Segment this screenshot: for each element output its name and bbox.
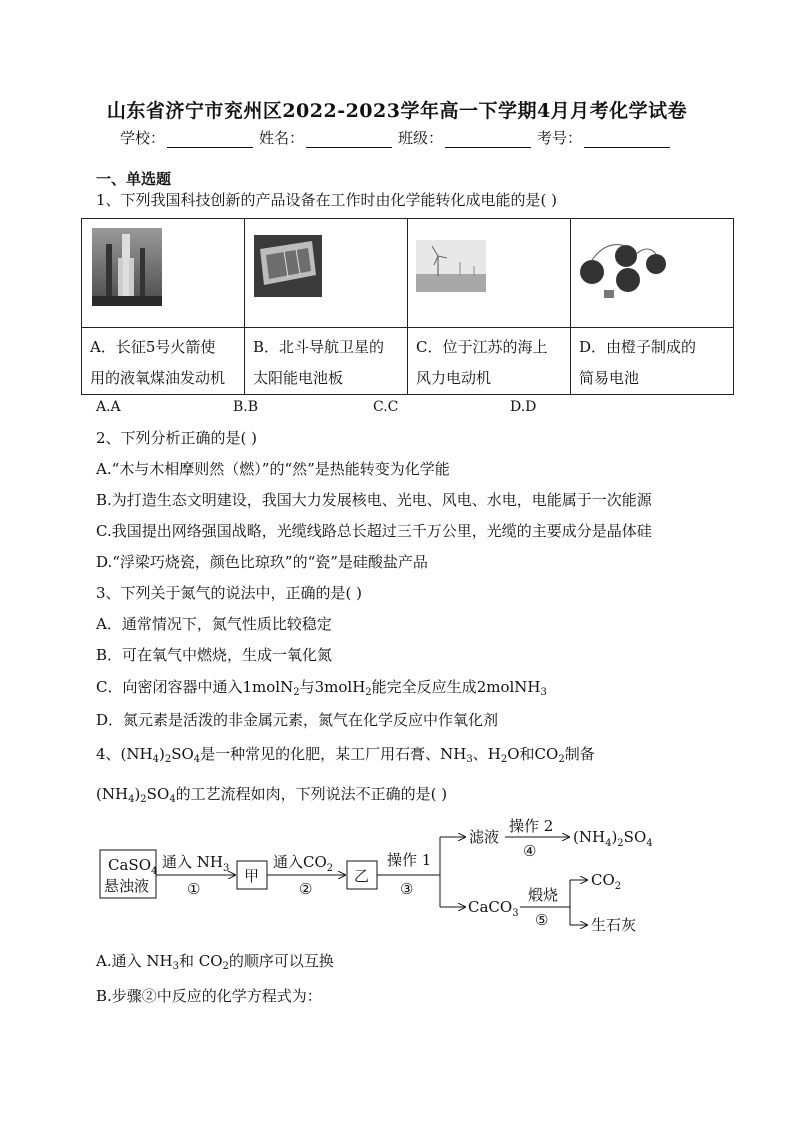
quicklime-label: 生石灰 xyxy=(591,916,637,934)
q1-choice-b[interactable]: B.B xyxy=(233,399,259,415)
q2-stem: 2、下列分析正确的是( ) xyxy=(96,429,258,447)
exam-number-label: 考号： xyxy=(537,129,583,147)
step3-marker: ③ xyxy=(400,880,414,898)
section-heading: 一、单选题 xyxy=(96,170,172,188)
q2-option-c[interactable]: C.我国提出网络强国战略，光缆线路总长超过三千万公里，光缆的主要成分是晶体硅 xyxy=(96,522,652,540)
q4-option-b[interactable]: B.步骤②中反应的化学方程式为： xyxy=(96,987,322,1005)
arrow1-label: 通入 $NH_3$ xyxy=(162,853,230,874)
arrow2-label: 通入$CO_2$ xyxy=(273,853,334,874)
box-yi-label: 乙 xyxy=(354,867,370,885)
satellite-panel-photo xyxy=(254,235,322,297)
q3-option-a[interactable]: A．通常情况下，氮气性质比较稳定 xyxy=(96,615,332,633)
box-suspension-label: 悬浊液 xyxy=(104,877,150,895)
q1-choice-a[interactable]: A.A xyxy=(96,399,121,415)
q4-option-a[interactable]: A.通入 $NH_3$和 $CO_2$的顺序可以互换 xyxy=(96,952,334,972)
arrow4-label: 操作 2 xyxy=(509,817,554,835)
school-label: 学校： xyxy=(120,129,166,147)
box-caso4-label: CaSO$_4$ xyxy=(108,856,158,877)
orange-battery-photo xyxy=(576,234,668,304)
q3-option-b[interactable]: B．可在氧气中燃烧，生成一氧化氮 xyxy=(96,646,333,664)
q3-option-d[interactable]: D．氮元素是活泼的非金属元素，氮气在化学反应中作氧化剂 xyxy=(96,711,499,729)
co2-label: $CO_2$ xyxy=(591,871,622,892)
box-jia-label: 甲 xyxy=(244,867,260,885)
q3-stem: 3、下列关于氮气的说法中，正确的是( ) xyxy=(96,584,363,602)
q1-option-c: C．位于江苏的海上 风力电动机 xyxy=(408,328,571,395)
q1-choice-d[interactable]: D.D xyxy=(510,399,537,415)
process-flow-diagram xyxy=(95,815,655,940)
product-ammonium-sulfate: $(NH_4)_2SO_4$ xyxy=(573,828,653,849)
q4-stem-line1: 4、$(NH_4)_2SO_4$是一种常见的化肥，某工厂用石膏、$NH_3$、$H_2O$和$CO_2$制备 xyxy=(96,745,595,765)
step4-marker: ④ xyxy=(523,842,537,860)
student-info xyxy=(120,127,676,148)
q1-option-a: A．长征5号火箭使 用的液氧煤油发动机 xyxy=(82,328,245,395)
step1-marker: ① xyxy=(187,880,201,898)
q1-option-d: D．由橙子制成的 简易电池 xyxy=(571,328,734,395)
q1-choice-c[interactable]: C.C xyxy=(373,399,399,415)
q4-stem-line2: $(NH_4)_2SO_4$的工艺流程如肉，下列说法不正确的是( ) xyxy=(96,785,448,805)
rocket-photo xyxy=(92,228,162,306)
wind-turbine-photo xyxy=(416,240,486,292)
filtrate-label: 滤液 xyxy=(469,828,500,846)
name-field[interactable] xyxy=(306,131,392,148)
arrow3-label: 操作 1 xyxy=(387,851,432,869)
page-title: 山东省济宁市兖州区2022-2023学年高一下学期4月月考化学试卷 xyxy=(106,100,688,122)
step2-marker: ② xyxy=(299,880,313,898)
arrow5-label: 煅烧 xyxy=(528,886,559,904)
q2-option-a[interactable]: A.“木与木相摩则然（燃）”的“然”是热能转变为化学能 xyxy=(96,460,450,478)
class-field[interactable] xyxy=(445,131,531,148)
exam-number-field[interactable] xyxy=(584,131,670,148)
name-label: 姓名： xyxy=(259,129,305,147)
q3-option-c[interactable]: C．向密闭容器中通入1molN$_2$与3molH$_2$能完全反应生成2molNH$_3$ xyxy=(96,678,547,698)
q1-stem: 1、下列我国科技创新的产品设备在工作时由化学能转化成电能的是( ) xyxy=(96,191,558,209)
caco3-label: CaCO$_3$ xyxy=(468,898,519,919)
school-field[interactable] xyxy=(167,131,253,148)
q1-option-b: B．北斗导航卫星的 太阳能电池板 xyxy=(245,328,408,395)
step5-marker: ⑤ xyxy=(535,911,549,929)
q2-option-b[interactable]: B.为打造生态文明建设，我国大力发展核电、光电、风电、水电，电能属于一次能源 xyxy=(96,491,652,509)
class-label: 班级： xyxy=(398,129,444,147)
q2-option-d[interactable]: D.“浮梁巧烧瓷，颜色比琼玖”的“瓷”是硅酸盐产品 xyxy=(96,553,428,571)
